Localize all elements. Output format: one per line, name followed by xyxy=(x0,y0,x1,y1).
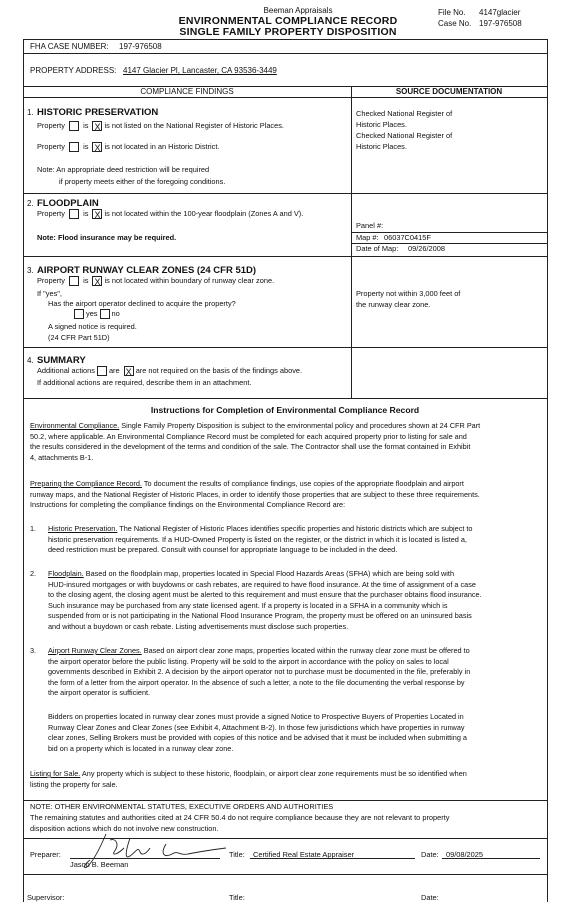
divider xyxy=(23,347,547,348)
historic-source4: Historic Places. xyxy=(356,142,407,151)
label: Based on the floodplain map, properties located in Special Flood Hazards Areas (SFHA) which are being sold with xyxy=(83,569,455,578)
label: Property xyxy=(37,121,65,130)
label: is xyxy=(83,121,89,130)
note-line1: NOTE: OTHER ENVIRONMENTAL STATUTES, EXECUTIVE ORDERS AND AUTHORITIES xyxy=(30,802,334,811)
preparer-date-value: 09/08/2025 xyxy=(446,850,483,859)
label: Such insurance may be purchased from any state licensed agent. If a property is located in a SFHA in a community which is xyxy=(48,600,448,610)
instructions-item-airport xyxy=(30,646,545,699)
label: is not located within boundary of runway clear zone. xyxy=(104,276,275,285)
historic-note2: if property meets either of the foregoing conditions. xyxy=(59,177,226,186)
summary-title: SUMMARY xyxy=(37,355,86,366)
label: Runway Clear Zones and Clear Zones (see Exhibit 4, Attachment B-2). In those few jurisdictions which have properties in runway xyxy=(48,722,465,732)
frame-left xyxy=(23,39,24,902)
flood-line xyxy=(37,209,303,220)
label: Listing for Sale. xyxy=(30,769,81,778)
label: Additional actions xyxy=(37,366,95,375)
label: the form of a letter from the airport operator. In the absence of such a letter, a note to the file documenting the verbal response by xyxy=(48,677,465,687)
label: 1. xyxy=(30,524,37,533)
district-is-checkbox[interactable] xyxy=(69,142,79,152)
case-no-value: 197-976508 xyxy=(479,19,522,28)
airport-line xyxy=(37,276,274,287)
historic-line1 xyxy=(37,121,284,132)
label: clear zones, Selling Brokers must be provided with copies of this notice and be advised that it must be included when submitting a xyxy=(48,733,467,743)
label: Preparing the Compliance Record. xyxy=(30,479,142,488)
label: the airport operator before the public listing. Property will be sold to the airport in accordance with the policy on sales to local xyxy=(48,656,449,666)
flood-num: 2. xyxy=(27,199,34,208)
label: Instructions for completing the compliance findings on the Environmental Compliance Record are: xyxy=(30,500,346,510)
map-date-value: 09/26/2008 xyxy=(408,244,445,253)
file-no-label: File No. xyxy=(438,8,466,17)
case-no-label: Case No. xyxy=(438,19,472,28)
instructions-item-historic xyxy=(30,524,545,556)
divider xyxy=(23,256,547,257)
company-name: Beeman Appraisals xyxy=(263,6,333,15)
airport-source1: Property not within 3,000 feet of xyxy=(356,289,461,298)
label: yes xyxy=(86,309,98,318)
fha-case-value: 197-976508 xyxy=(119,42,162,51)
airport-question: Has the airport operator declined to acquire the property? xyxy=(48,299,236,308)
instructions-p2 xyxy=(30,479,545,511)
col-source-heading: SOURCE DOCUMENTATION xyxy=(395,87,503,96)
airport-title: AIRPORT RUNWAY CLEAR ZONES (24 CFR 51D) xyxy=(37,265,257,276)
historic-num: 1. xyxy=(27,108,34,117)
flood-isnot-checkbox[interactable]: X xyxy=(94,210,101,221)
flood-note: Note: Flood insurance may be required. xyxy=(37,233,177,242)
divider xyxy=(23,97,547,98)
file-no-value: 4147glacier xyxy=(479,8,521,17)
preparer-title-line[interactable] xyxy=(250,858,415,859)
label: Any property which is subject to these historic, floodplain, or airport clear zone requirements must be so identified when xyxy=(80,769,467,778)
form-title-line2: SINGLE FAMILY PROPERTY DISPOSITION xyxy=(179,26,397,38)
label: are not required on the basis of the findings above. xyxy=(135,366,303,375)
preparer-label: Preparer: xyxy=(30,850,61,859)
label: is not located in an Historic District. xyxy=(104,142,220,151)
label: to the closing agent, the closing agent must be alerted to this requirement and must ensure that the purchaser obtains flood insurance. xyxy=(48,590,482,600)
preparer-title-label: Title: xyxy=(229,850,245,859)
label: 2. xyxy=(30,569,37,578)
divider xyxy=(351,232,547,233)
summary-line2: If additional actions are required, describe them in an attachment. xyxy=(37,378,252,387)
instructions-title: Instructions for Completion of Environmental Compliance Record xyxy=(150,405,420,415)
instructions-p4 xyxy=(30,769,545,790)
frame-top xyxy=(23,39,547,40)
airport-yes-no xyxy=(72,309,120,320)
label: is xyxy=(83,276,89,285)
label: Environmental Compliance. xyxy=(30,421,120,430)
divider xyxy=(23,193,547,194)
label: Bidders on properties located in runway clear zones must provide a signed Notice to Prospective Buyers of Properties Located in xyxy=(48,712,464,721)
label: 3. xyxy=(30,646,37,655)
airport-isnot-checkbox[interactable]: X xyxy=(94,277,101,288)
instructions-item-airport-bidders xyxy=(30,712,545,754)
historic-line2 xyxy=(37,142,219,153)
label: listing the property for sale. xyxy=(30,779,118,789)
label: To document the results of compliance findings, use copies of the appropriate floodplain and airport xyxy=(141,479,464,488)
historic-source1: Checked National Register of xyxy=(356,109,453,118)
label: historic preservation requirements. If a HUD-Owned Property is listed on the register, or the district in which it is located is listed a, xyxy=(48,534,467,544)
airport-is-checkbox[interactable] xyxy=(69,276,79,286)
airport-source2: the runway clear zone. xyxy=(356,300,431,309)
label: Based on airport clear zone maps, properties located within the runway clear zone must be offered to xyxy=(141,646,470,655)
preparer-name: Jason B. Beeman xyxy=(70,860,129,869)
summary-line xyxy=(37,366,302,377)
airport-notice1: A signed notice is required. xyxy=(48,322,137,331)
label: Historic Preservation. xyxy=(48,524,118,533)
property-address-label: PROPERTY ADDRESS: xyxy=(30,66,117,75)
instructions-item-floodplain xyxy=(30,569,545,633)
label: 4, attachments B-1. xyxy=(30,452,94,462)
label: HUD-insured mortgages or with buydowns or cash rebates, are required to have flood insurance. At the time of assignment of a case xyxy=(48,579,476,589)
preparer-date-line[interactable] xyxy=(442,858,540,859)
airport-notice2: (24 CFR Part 51D) xyxy=(48,333,110,342)
note-line3: disposition actions which do not involve new construction. xyxy=(30,824,219,833)
label: Property xyxy=(37,276,65,285)
map-value: 06037C0415F xyxy=(384,233,431,242)
label: 50.2, where applicable. An Environmental Compliance Record must be completed for each acquired property prior to listing for sale and xyxy=(30,431,467,441)
col-findings-heading: COMPLIANCE FINDINGS xyxy=(140,87,234,96)
form-title-line1: ENVIRONMENTAL COMPLIANCE RECORD xyxy=(178,15,398,27)
label: the airport operator is sufficient. xyxy=(48,688,151,698)
label: Property xyxy=(37,209,65,218)
divider xyxy=(23,53,547,54)
label: Floodplain. xyxy=(48,569,84,578)
label: The National Register of Historic Places identifies specific properties and historic districts which are subject to xyxy=(117,524,473,533)
fha-case-label: FHA CASE NUMBER: xyxy=(30,42,109,51)
label: is not located within the 100-year floodplain (Zones A and V). xyxy=(104,209,304,218)
divider xyxy=(23,800,547,801)
preparer-title-value: Certified Real Estate Appraiser xyxy=(253,850,355,859)
district-isnot-checkbox[interactable]: X xyxy=(94,143,101,154)
column-divider xyxy=(351,86,352,398)
airport-num: 3. xyxy=(27,266,34,275)
historic-is-checkbox[interactable] xyxy=(69,121,79,131)
label: Property xyxy=(37,142,65,151)
label: is xyxy=(83,142,89,151)
historic-title: HISTORIC PRESERVATION xyxy=(37,107,159,118)
supervisor-title-label: Title: xyxy=(229,893,245,902)
label: Single Family Property Disposition is subject to the environmental policy and procedures shown at 24 CFR Part xyxy=(119,421,481,430)
label: no xyxy=(111,309,120,318)
preparer-signature-line[interactable] xyxy=(70,858,220,859)
label: runway maps, and the National Register of Historic Places, in order to identify those properties that are subject to these three requirements. xyxy=(30,489,480,499)
instructions-p1 xyxy=(30,421,545,463)
airport-no-checkbox[interactable] xyxy=(100,309,110,319)
airport-if-yes: If "yes", xyxy=(37,289,62,298)
label: suspended from or is not participating in the National Flood Insurance Program, the property must be offered on an uninsured basis xyxy=(48,611,472,621)
label: is xyxy=(83,209,89,218)
airport-yes-checkbox[interactable] xyxy=(74,309,84,319)
supervisor-label: Supervisor: xyxy=(27,893,65,902)
map-label: Map #: xyxy=(356,233,379,242)
panel-label: Panel #: xyxy=(356,221,384,230)
label: and without a buydown or cash rebate. Listing advertisements must disclose such properties. xyxy=(48,621,349,631)
historic-isnot-checkbox[interactable]: X xyxy=(94,122,101,133)
divider xyxy=(23,398,547,399)
label: are xyxy=(108,366,120,375)
historic-source3: Checked National Register of xyxy=(356,131,453,140)
historic-source2: Historic Places. xyxy=(356,120,407,129)
label: Airport Runway Clear Zones. xyxy=(48,646,142,655)
divider xyxy=(23,874,547,875)
summary-arenot-checkbox[interactable]: X xyxy=(125,367,132,378)
historic-note1: Note: An appropriate deed restriction will be required xyxy=(37,165,210,174)
frame-right xyxy=(547,39,548,902)
note-line2: The remaining statutes and authorities cited at 24 CFR 50.4 do not require compliance because they are not relevant to property xyxy=(30,813,450,822)
flood-is-checkbox[interactable] xyxy=(69,209,79,219)
map-date-label: Date of Map: xyxy=(356,244,399,253)
label: governments described in Exhibit 2. A decision by the airport operator not to purchase must be documented in the file, preferably in xyxy=(48,667,471,677)
label: is not listed on the National Register of Historic Places. xyxy=(104,121,284,130)
property-address-value: 4147 Glacier Pl, Lancaster, CA 93536-3449 xyxy=(123,66,277,75)
flood-title: FLOODPLAIN xyxy=(37,198,99,209)
label: bid on a property which is located in a runway clear zone. xyxy=(48,743,234,753)
label: the results considered in the development of the terms and condition of the sale. The Contractor shall use the format contained in Exhibit xyxy=(30,442,471,452)
label: deed restriction must be prepared. Consult with counsel for appropriate language to be included in the deed. xyxy=(48,545,398,555)
supervisor-date-label: Date: xyxy=(421,893,439,902)
summary-are-checkbox[interactable] xyxy=(97,366,107,376)
summary-num: 4. xyxy=(27,356,34,365)
preparer-date-label: Date: xyxy=(421,850,439,859)
